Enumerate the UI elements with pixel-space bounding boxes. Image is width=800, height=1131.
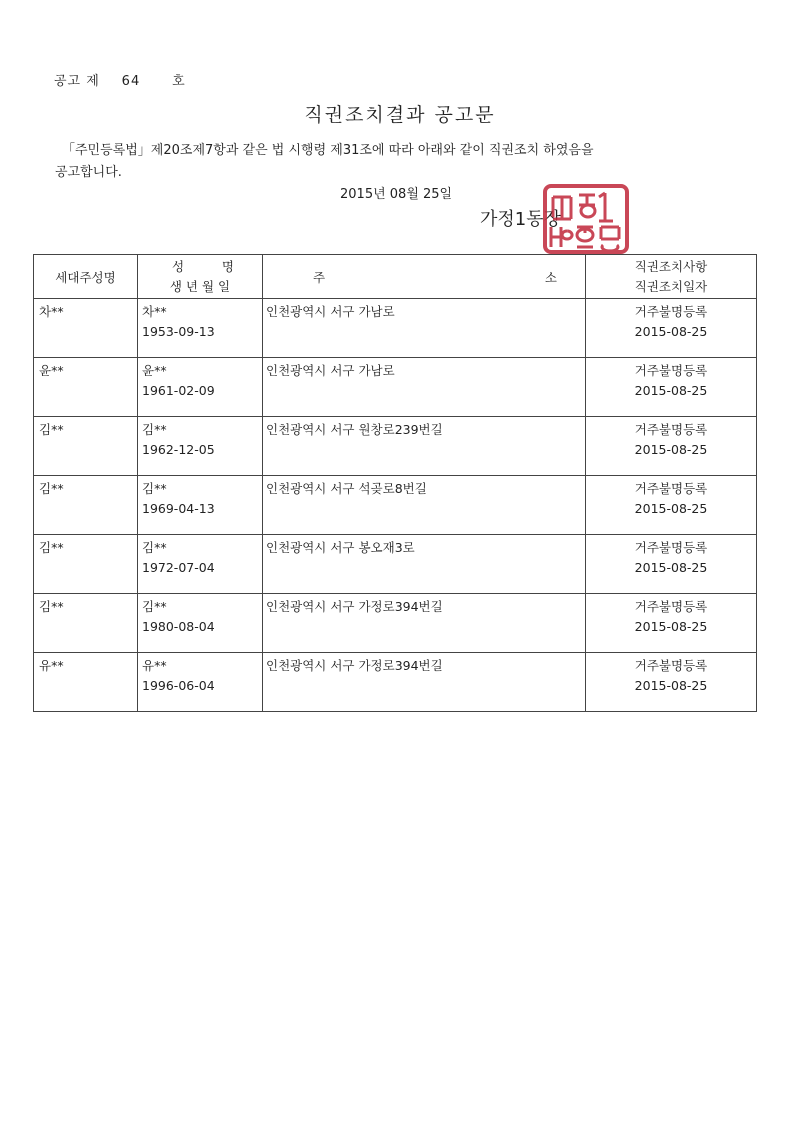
notice-suffix: 호 (172, 74, 186, 89)
household-head-name: 김** (39, 422, 64, 437)
birth-date: 1953-09-13 (142, 324, 215, 339)
action-type: 거주불명등록 (634, 481, 708, 496)
address: 인천광역시 서구 가정로394번길 (266, 599, 443, 614)
household-head-cell (34, 476, 138, 535)
person-cell (138, 358, 263, 417)
person-cell (138, 417, 263, 476)
address: 인천광역시 서구 원창로239번길 (266, 422, 443, 437)
table-row (34, 358, 757, 417)
household-head-name: 윤** (39, 363, 64, 378)
household-head-cell (34, 358, 138, 417)
action-cell (586, 653, 757, 712)
table-row (34, 476, 757, 535)
person-name: 김** (142, 422, 167, 437)
header-name-a: 성 (172, 258, 185, 274)
address-cell (263, 535, 586, 594)
birth-date: 1969-04-13 (142, 501, 215, 516)
table-row (34, 594, 757, 653)
person-name: 윤** (142, 363, 167, 378)
action-table (33, 254, 757, 712)
household-head-cell (34, 417, 138, 476)
table-row (34, 299, 757, 358)
action-date: 2015-08-25 (634, 678, 708, 693)
household-head-cell (34, 594, 138, 653)
household-head-name: 유** (39, 658, 64, 673)
action-type: 거주불명등록 (634, 599, 708, 614)
body-line-2: 공고합니다. (55, 165, 122, 180)
address: 인천광역시 서구 봉오재3로 (266, 540, 415, 555)
address-cell (263, 476, 586, 535)
header-action-date: 직권조치일자 (634, 278, 708, 294)
address: 인천광역시 서구 가남로 (266, 363, 395, 378)
person-cell (138, 594, 263, 653)
notice-number (54, 70, 186, 89)
action-type: 거주불명등록 (634, 540, 708, 555)
action-type: 거주불명등록 (634, 363, 708, 378)
action-type: 거주불명등록 (634, 658, 708, 673)
household-head-name: 김** (39, 599, 64, 614)
address: 인천광역시 서구 가남로 (266, 304, 395, 319)
household-head-cell (34, 653, 138, 712)
address-cell (263, 417, 586, 476)
action-cell (586, 299, 757, 358)
person-name: 차** (142, 304, 167, 319)
household-head-name: 김** (39, 481, 64, 496)
action-type: 거주불명등록 (634, 422, 708, 437)
action-cell (586, 535, 757, 594)
address-cell (263, 299, 586, 358)
notice-date: 2015년 08월 25일 (340, 187, 453, 202)
action-cell (586, 476, 757, 535)
address-cell (263, 653, 586, 712)
header-birth: 생 년 월 일 (169, 278, 231, 294)
notice-prefix: 공고 제 (54, 74, 100, 89)
person-cell (138, 299, 263, 358)
birth-date: 1972-07-04 (142, 560, 215, 575)
household-head-cell (34, 299, 138, 358)
person-cell (138, 653, 263, 712)
table-row (34, 653, 757, 712)
header-name-birth (138, 255, 263, 299)
table-header-row (34, 255, 757, 299)
address-cell (263, 358, 586, 417)
official-seal-stamp (537, 183, 633, 255)
action-cell (586, 358, 757, 417)
person-name: 유** (142, 658, 167, 673)
birth-date: 1996-06-04 (142, 678, 215, 693)
header-action-type: 직권조치사항 (634, 258, 708, 274)
address: 인천광역시 서구 석곶로8번길 (266, 481, 427, 496)
household-head-name: 차** (39, 304, 64, 319)
person-name: 김** (142, 540, 167, 555)
address: 인천광역시 서구 가정로394번길 (266, 658, 443, 673)
household-head-cell (34, 535, 138, 594)
body-text (55, 140, 755, 184)
person-name: 김** (142, 599, 167, 614)
action-date: 2015-08-25 (634, 501, 708, 516)
header-addr-a: 주 (313, 269, 326, 285)
header-addr-b: 소 (544, 269, 557, 285)
action-date: 2015-08-25 (634, 324, 708, 339)
header-action (586, 255, 757, 299)
action-date: 2015-08-25 (634, 442, 708, 457)
person-name: 김** (142, 481, 167, 496)
table-row (34, 417, 757, 476)
action-date: 2015-08-25 (634, 383, 708, 398)
action-date: 2015-08-25 (634, 619, 708, 634)
household-head-name: 김** (39, 540, 64, 555)
birth-date: 1980-08-04 (142, 619, 215, 634)
body-line-1: 「주민등록법」제20조제7항과 같은 법 시행령 제31조에 따라 아래와 같이 직권조치 하였음을 (62, 143, 594, 158)
action-cell (586, 594, 757, 653)
birth-date: 1962-12-05 (142, 442, 215, 457)
birth-date: 1961-02-09 (142, 383, 215, 398)
notice-number-value: 64 (121, 74, 141, 89)
header-name-b: 명 (221, 258, 234, 274)
action-date: 2015-08-25 (634, 560, 708, 575)
header-head-of-household: 세대주성명 (34, 255, 138, 299)
table-row (34, 535, 757, 594)
action-cell (586, 417, 757, 476)
header-address (263, 255, 586, 299)
document-title: 직권조치결과 공고문 (304, 104, 496, 126)
office-name: 가정1동장 (480, 209, 562, 230)
address-cell (263, 594, 586, 653)
person-cell (138, 476, 263, 535)
action-type: 거주불명등록 (634, 304, 708, 319)
person-cell (138, 535, 263, 594)
